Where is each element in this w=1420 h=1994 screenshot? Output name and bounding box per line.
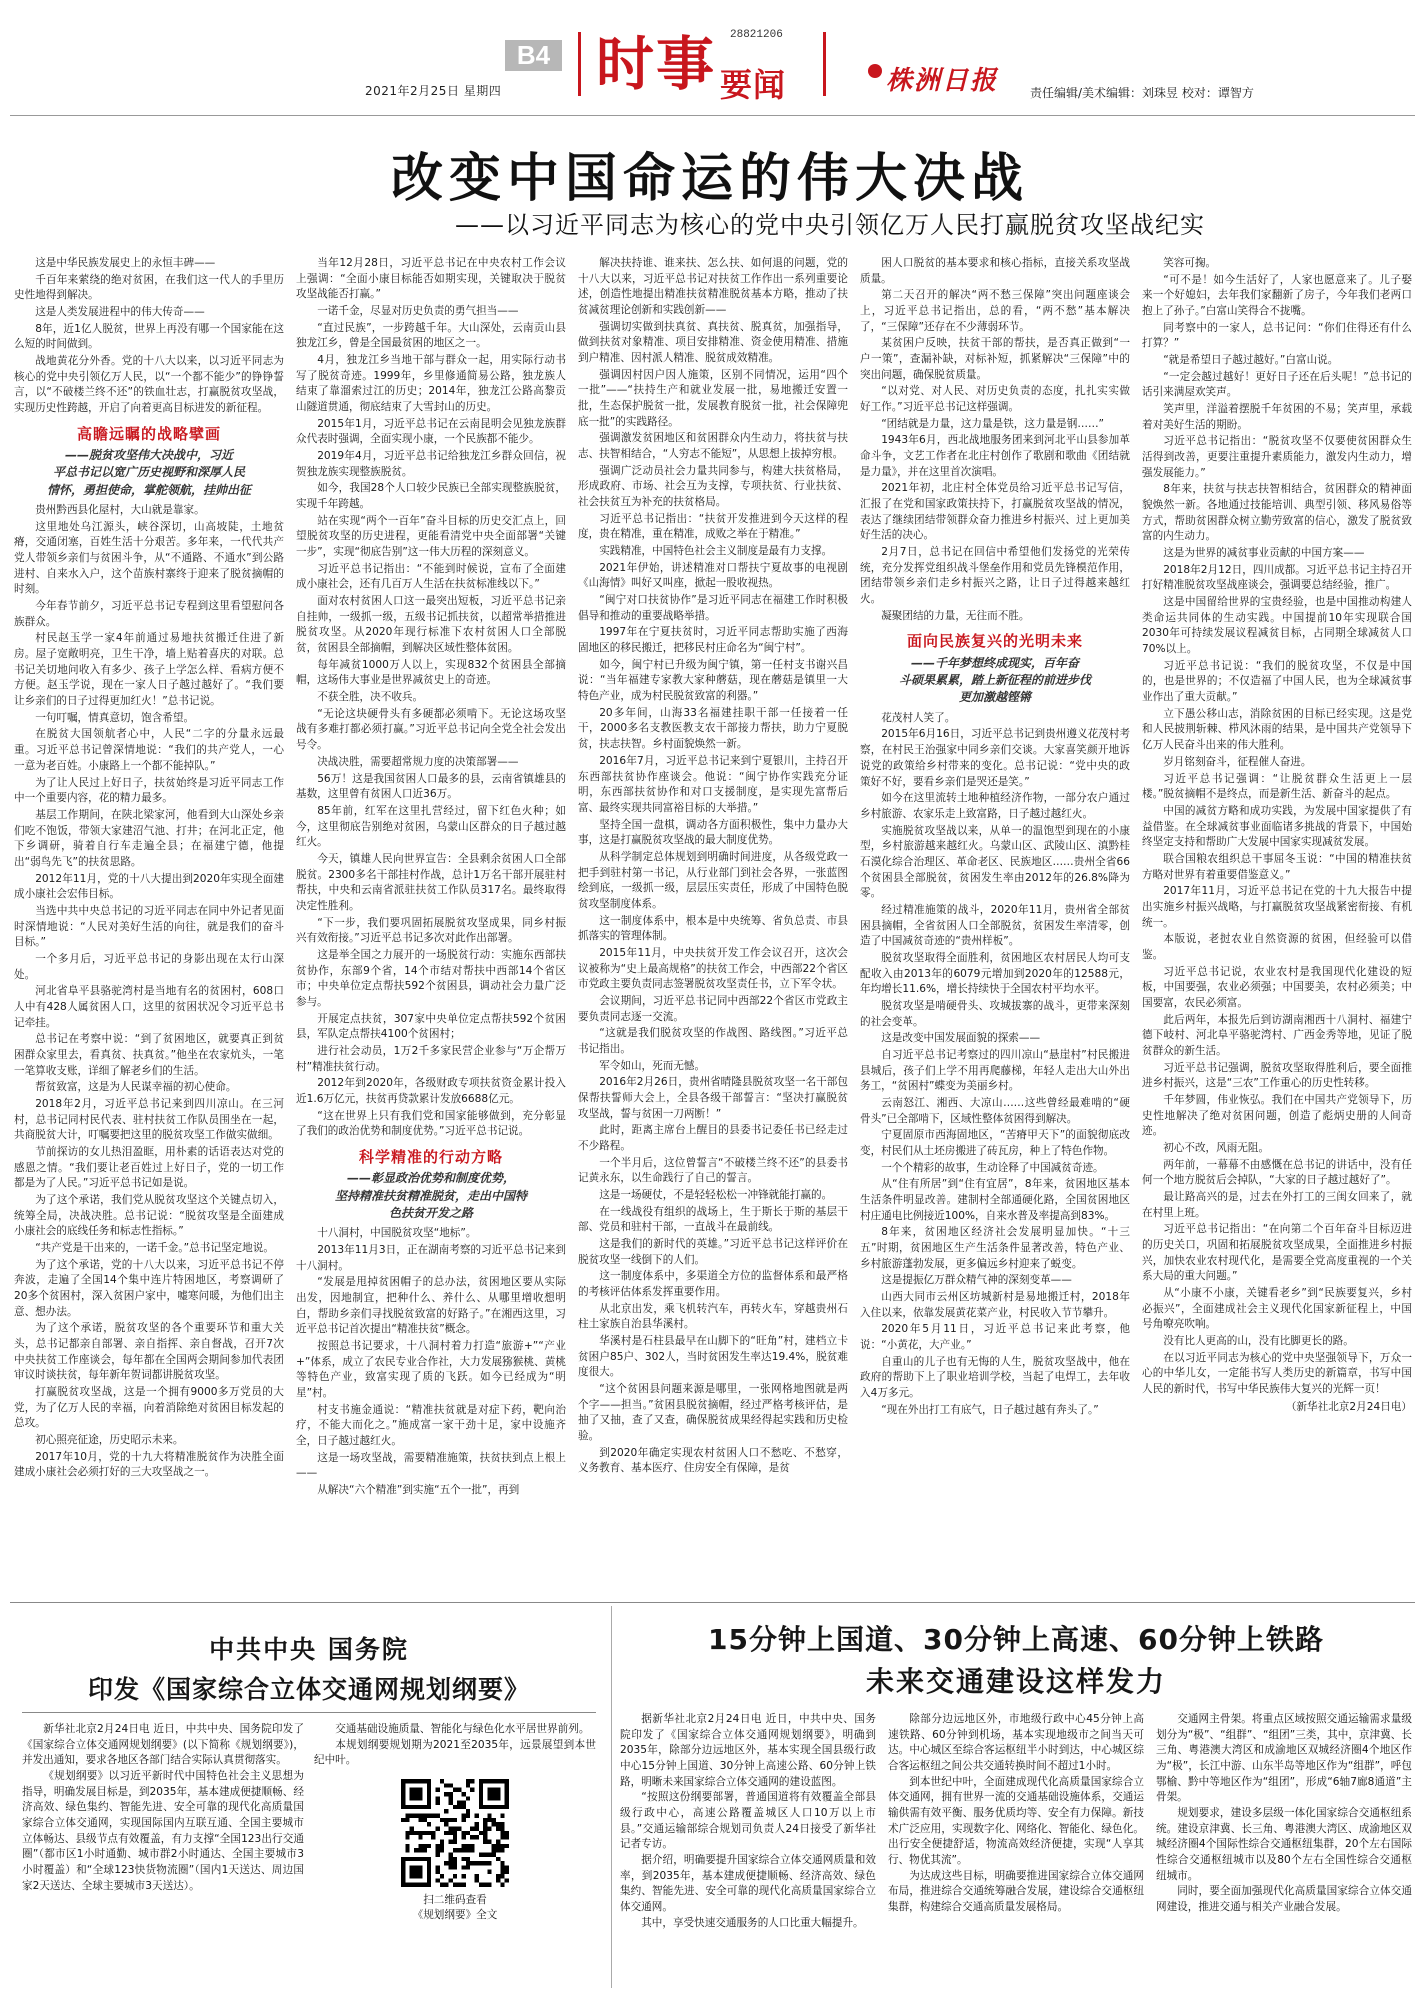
paragraph: 2015年1月，习近平总书记在云南昆明会见独龙族群众代表时强调，全面实现小康，一个民族都不能少。	[296, 417, 566, 446]
paragraph: 据新华社北京2月24日电 近日，中共中央、国务院印发了《国家综合立体交通网规划纲要》，明确到2035年，除部分边远地区外，基本实现全国县级行政中心15分钟上国道、30分钟上高速公路、60分钟上铁路，明晰未来国家综合立体交通网的建设蓝图。	[620, 1713, 876, 1788]
paragraph: 在脱贫大国领航者心中，人民“二字的分量永远最重。习近平总书记曾深情地说：“我们的共产党人，一心一意为老百姓。小康路上一个都不能掉队。”	[14, 728, 284, 772]
paragraph: “共产党是干出来的，一诺千金。”总书记坚定地说。	[35, 1241, 274, 1254]
notice-headline-issuer: 中共中央 国务院	[209, 1635, 409, 1664]
paragraph: 脱贫攻坚是啃硬骨头、攻城拔寨的战斗，更带来深刻的社会变革。	[860, 999, 1130, 1028]
notice-headline-title: 印发《国家综合立体交通网规划纲要》	[87, 1675, 530, 1704]
paragraph: 初心不改，风雨无阻。	[1163, 1141, 1270, 1154]
paragraph: 如今，闽宁村已升级为闽宁镇，第一任村支书谢兴昌说：“当年福建专家教大家种蘑菇，现在蘑菇是镇里一大特色产业，成为村民脱贫致富的利器。”	[578, 658, 848, 703]
paragraph: 20多年间，山海33名福建挂职干部一任接着一任干，2000多名支教医教支农干部接力帮扶，助力宁夏脱贫，扶志扶智。乡村面貌焕然一新。	[578, 706, 848, 751]
paragraph: 解决扶持谁、谁来扶、怎么扶、如何退的问题，党的十八大以来，习近平总书记对扶贫工作作出一系列重要论述，创造性地提出精准扶贫精准脱贫基本方略，推动了扶贫减贫理论创新和实践创新——	[578, 257, 848, 317]
paragraph: 2月7日，总书记在回信中希望他们发扬党的光荣传统，充分发挥党组织战斗堡垒作用和党员先锋模范作用，团结带领乡亲们走乡村振兴之路，让日子过得越来越红火。	[860, 546, 1130, 606]
paragraph: 一个多月后，习近平总书记的身影出现在太行山深处。	[14, 952, 284, 981]
paragraph: 1943年6月，西北战地服务团来到河北平山县参加革命斗争，文艺工作者在北庄村创作了歌剧和歌曲《团结就是力量》，并在这里首次演唱。	[860, 434, 1130, 478]
paragraph: 这是提振亿万群众精气神的深刻变革——	[881, 1274, 1072, 1287]
section-subhead: 高瞻远瞩的战略擘画	[76, 424, 221, 443]
paragraph: 2018年2月，习近平总书记来到四川凉山。在三河村，总书记同村民代表、驻村扶贫工作队员围坐在一起，共商脱贫大计，叮嘱要把这里的脱贫攻坚工作做实做细。	[14, 1097, 284, 1142]
notice-column	[22, 1722, 304, 1980]
paragraph: 最让路高兴的是，过去在外打工的三闺女回来了，就在村里上班。	[1142, 1190, 1412, 1219]
paragraph: 如今，我国28个人口较少民族已全部实现整族脱贫，实现千年跨越。	[296, 482, 566, 511]
paragraph: “一定会越过越好！更好日子还在后头呢！”总书记的话引来满屋欢笑声。	[1142, 370, 1412, 399]
masthead-logo-icon	[868, 64, 882, 78]
paragraph: 2019年4月，习近平总书记给独龙江乡群众回信，祝贺独龙族实现整族脱贫。	[296, 450, 566, 478]
paragraph: 为了这个承诺，脱贫攻坚的各个重要环节和重大关头，总书记都亲自部署、亲自指挥、亲自督战，召开7次中央扶贫工作座谈会，每年都在全国两会期间参加代表团审议时谈扶贫，每年新年贺词都讲脱贫攻坚。	[14, 1322, 284, 1382]
paragraph: “可不是！如今生活好了，人家也愿意来了。儿子娶来一个好媳妇，去年我们家翻新了房子，今年我们老两口抱上了孙子。”白富山笑得合不拢嘴。	[1142, 273, 1412, 318]
section-deck	[860, 655, 1130, 707]
paragraph: 花茂村人笑了。	[881, 711, 956, 724]
paragraph: “这就是我们脱贫攻坚的作战图、路线图。”习近平总书记指出。	[578, 1027, 848, 1055]
paragraph: 千年梦圆，伟业恢弘。我们在中国共产党领导下，历史性地解决了绝对贫困问题，创造了彪炳史册的人间奇迹。	[1142, 1093, 1412, 1138]
paragraph: 基层工作期间，在陕北梁家河，他看到大山深处乡亲们吃不饱饭，带领大家建沼气池、打井；在河北正定，他下乡调研，骑着自行车走遍全县；在福建宁德，他提出“弱鸟先飞”的扶贫思路。	[14, 808, 284, 868]
paragraph: 这是中华民族发展史上的永恒丰碑——	[35, 257, 216, 269]
story-column	[860, 256, 1130, 1596]
story-column	[1142, 256, 1412, 1596]
transport-story	[620, 1612, 1412, 1988]
section-logo	[572, 18, 832, 104]
paragraph: “按照这份纲要部署，普通国道将有效覆盖全部县级行政中心，高速公路覆盖城区人口10万以上市县。”交通运输部综合规划司负责人24日接受了新华社记者专访。	[620, 1791, 876, 1851]
story-column	[578, 256, 848, 1596]
deck-line: 斗硕果累累，踏上新征程的前进步伐	[898, 673, 1091, 688]
paragraph: 从“小康不小康，关键看老乡”到“民族要复兴，乡村必振兴”，全面建成社会主义现代化国家新征程上，中国号角嘹亮吹响。	[1142, 1287, 1412, 1331]
paragraph: 同时，要全面加强现代化高质量国家综合立体交通网建设，推进交通与相关产业融合发展。	[1156, 1885, 1412, 1914]
paragraph: 同考察中的一家人，总书记问：“你们住得还有什么打算？”	[1142, 321, 1412, 350]
qr-caption-line1: 扫二维码查看	[423, 1893, 487, 1906]
section-bracket-right	[823, 32, 826, 96]
deck-line: 平总书记以宽广历史视野和深厚人民	[52, 465, 245, 480]
paragraph: 这一制度体系中，多渠道全方位的监督体系和最严格的考核评估体系发挥重要作用。	[578, 1270, 848, 1298]
paragraph: 今年春节前夕，习近平总书记专程到这里看望慰问各族群众。	[14, 600, 284, 628]
paragraph: 千百年来萦绕的绝对贫困，在我们这一代人的手里历史性地得到解决。	[14, 273, 284, 302]
transport-headline: 15分钟上国道、30分钟上高速、60分钟上铁路	[708, 1623, 1324, 1656]
paragraph: 到2020年确定实现农村贫困人口不愁吃、不愁穿，义务教育、基本医疗、住房安全有保障，是贫	[578, 1446, 848, 1475]
paragraph: 节前探访的女儿热泪盈眶，用朴素的话语表达对党的感恩之情。“我们要让老百姓过上好日子，党的一切工作都是为了人民。”习近平总书记如是说。	[14, 1145, 284, 1190]
paragraph: 56万！这是我国贫困人口最多的县，云南省镇雄县的基数，这里曾有贫困人口近36万。	[296, 772, 566, 801]
paragraph: 面对农村贫困人口这一最突出短板，习近平总书记亲自挂帅，一级抓一级，五级书记抓扶贫，以超常举措推进脱贫攻坚。从2020年现行标准下农村贫困人口全部脱贫，贫困县全部摘帽，到解决区域性整体贫困。	[296, 595, 566, 655]
paragraph: 从北京出发，乘飞机转汽车，再转火车，穿越贵州石柱土家族自治县华溪村。	[578, 1302, 848, 1331]
paragraph: 2017年10月，党的十九大将精准脱贫作为决胜全面建成小康社会必须打好的三大攻坚战之一。	[14, 1450, 284, 1479]
paragraph: 85年前，红军在这里扎营经过，留下红色火种；如今，这里彻底告别绝对贫困，乌蒙山区群众的日子越过越红火。	[296, 804, 566, 849]
paragraph: 从科学制定总体规划到明确时间进度，从各级党政一把手到驻村第一书记，从行业部门到社会各界，一张蓝图绘到底，一级抓一级，层层压实责任，形成了中国特色脱贫攻坚制度体系。	[578, 850, 848, 910]
paragraph: 习近平总书记说：“我们的脱贫攻坚，不仅是中国的，也是世界的；不仅造福了中国人民，也为全球减贫事业作出了重大贡献。”	[1142, 659, 1412, 704]
paragraph: “下一步，我们要巩固拓展脱贫攻坚成果，同乡村振兴有效衔接。”习近平总书记多次对此作出部署。	[296, 916, 566, 945]
issue-date: 2021年2月25日 星期四	[365, 84, 502, 98]
paragraph: 本规划纲要规划期为2021至2035年，远景展望到本世纪中叶。	[314, 1738, 596, 1767]
paragraph: 2018年2月12日，四川成都。习近平总书记主持召开打好精准脱贫攻坚战座谈会，强调要总结经验，推广。	[1142, 563, 1412, 592]
transport-body	[620, 1712, 1412, 1988]
section-subname: 要闻	[720, 66, 787, 104]
paragraph: 习近平总书记指出：“脱贫攻坚不仅要使贫困群众生活得到改善，更要注重提升素质能力，激发内生动力，增强发展能力。”	[1142, 435, 1412, 479]
paragraph: 帮贫致富，这是为人民谋幸福的初心使命。	[35, 1081, 237, 1094]
paragraph: 《规划纲要》以习近平新时代中国特色社会主义思想为指导，明确发展目标是，到2035年，基本建成便捷顺畅、经济高效、绿色集约、智能先进、安全可靠的现代化高质量国家综合立体交通网，实现国际国内互联互通、全国主要城市立体畅达、县级节点有效覆盖，有力支撑“全国123出行交通圈”（都市区1小时通勤、城市群2小时通达、全国主要城市3小时覆盖）和“全球123快货物流圈”（国内1天送达、周边国家2天送达、全球主要城市3天送达）。	[22, 1770, 304, 1892]
transport-column	[888, 1712, 1144, 1988]
paragraph: 按照总书记要求，十八洞村着力打造“旅游+”“产业+”体系，成立了农民专业合作社，大力发展猕猴桃、黄桃等特色产业，致富实现了质的飞跃。如今已经成为“明星”村。	[296, 1340, 566, 1400]
paragraph: 习近平总书记说，农业农村是我国现代化建设的短板，中国要强，农业必须强；中国要美，农村必须美；中国要富，农民必须富。	[1142, 965, 1412, 1009]
column-divider	[611, 1606, 612, 1988]
paragraph: 8年来，贫困地区经济社会发展明显加快。“十三五”时期，贫困地区生产生活条件显著改善，特色产业、乡村旅游蓬勃发展，更多偏远乡村迎来了蜕变。	[860, 1226, 1130, 1270]
paragraph: 困人口脱贫的基本要求和核心指标，直接关系攻坚战质量。	[860, 257, 1130, 285]
paragraph: 中国的减贫方略和成功实践，为发展中国家提供了有益借鉴。在全球减贫事业面临诸多挑战的背景下，中国始终坚定支持和帮助广大发展中国家实现减贫发展。	[1142, 804, 1412, 849]
paragraph: 这一制度体系中，根本是中央统筹、省负总责、市县抓落实的管理体制。	[578, 914, 848, 943]
story-column	[296, 256, 566, 1596]
main-subheadline: ——以习近平同志为核心的党中央引领亿万人民打赢脱贫攻坚战纪实	[455, 211, 1205, 239]
paragraph: “发展是甩掉贫困帽子的总办法，贫困地区要从实际出发，因地制宜，把种什么、养什么、从哪里增收想明白，帮助乡亲们寻找脱贫致富的好路子。”在湘西这里，习近平总书记首次提出“精准扶贫”概念。	[296, 1276, 566, 1336]
paragraph: 一句叮嘱，情真意切，饱含希望。	[35, 711, 195, 724]
paragraph: 山西大同市云州区坊城新村是易地搬迁村，2018年入住以来，依靠发展黄花菜产业，村民收入节节攀升。	[860, 1291, 1130, 1319]
paragraph: 为了这个承诺，党的十八大以来，习近平总书记不停奔波，走遍了全国14个集中连片特困地区，考察调研了20多个贫困村，深入贫困户家中，嘘寒问暖，为他们出主意、想办法。	[14, 1258, 284, 1318]
paragraph: 这是一场硬仗，不是轻轻松松一冲锋就能打赢的。	[599, 1188, 833, 1201]
paragraph: 1997年在宁夏扶贫时，习近平同志帮助实施了西海固地区的移民搬迁，把移民村庄命名为“闽宁村”。	[578, 626, 848, 655]
paragraph: “闽宁对口扶贫协作”是习近平同志在福建工作时积极倡导和推动的重要战略举措。	[578, 594, 848, 622]
paragraph: 这是人类发展进程中的伟大传奇——	[35, 306, 205, 319]
paragraph: 华溪村是石柱县最早在山脚下的“旺角”村，建档立卡贫困户85户、302人，当时贫困发生率达19.4%，脱贫难度很大。	[578, 1335, 848, 1379]
qr-code-icon[interactable]	[401, 1779, 509, 1887]
notice-divider	[22, 1712, 596, 1713]
paragraph: “以对党、对人民、对历史负责的态度，扎扎实实做好工作。”习近平总书记这样强调。	[860, 385, 1130, 414]
paragraph: 笑容可掬。	[1163, 257, 1217, 269]
section-subhead: 科学精准的行动方略	[358, 1147, 503, 1166]
paragraph: 每年减贫1000万人以上，实现832个贫困县全部摘帽，这场伟大事业是世界减贫史上的奇迹。	[296, 658, 566, 687]
paragraph: 进行社会动员，1万2千多家民营企业参与“万企帮万村”精准扶贫行动。	[296, 1044, 566, 1073]
paragraph: 宁夏固原市西海固地区，“苦瘠甲天下”的面貌彻底改变，村民们从土坯房搬进了砖瓦房，种上了特色作物。	[860, 1129, 1130, 1157]
paragraph: “这在世界上只有我们党和国家能够做到，充分彰显了我们的政治优势和制度优势。”习近平总书记说。	[296, 1109, 566, 1138]
paragraph: 在一线战役有组织的战场上，生于斯长于斯的基层干部、党员和驻村干部，一直战斗在最前线。	[578, 1205, 848, 1234]
paragraph: 自重山的儿子也有无悔的人生，脱贫攻坚战中，他在政府的帮助下上了职业培训学校，当起了电焊工，去年收入4万多元。	[860, 1355, 1130, 1400]
transport-column	[1156, 1712, 1412, 1988]
paragraph: 从解决“六个精准”到实施“五个一批”，再到	[317, 1484, 520, 1497]
section-bracket-left	[578, 32, 581, 96]
paragraph: 2015年6月16日，习近平总书记到贵州遵义花茂村考察，在村民王治强家中同乡亲们交谈。大家喜笑颜开地诉说党的政策给乡村带来的变化。总书记说：“党中央的政策好不好，要看乡亲们是哭还是笑。”	[860, 728, 1130, 788]
dateline-credit: （新华社北京2月24日电）	[1285, 1400, 1412, 1413]
paragraph: 习近平总书记指出：“扶贫开发推进到今天这样的程度，贵在精准，重在精准，成败之举在于精准。”	[578, 512, 848, 541]
paragraph: 这是一场攻坚战，需要精准施策，扶贫扶到点上根上——	[296, 1451, 566, 1480]
paragraph: 没有比人更高的山，没有比脚更长的路。	[1163, 1335, 1354, 1348]
paragraph: 规划要求，建设多层级一体化国家综合交通枢纽系统。建设京津冀、长三角、粤港澳大湾区、成渝地区双城经济圈4个国际性综合交通枢纽集群，20个左右国际性综合交通枢纽城市以及80个左右全国性综合交通枢纽城市。	[1156, 1807, 1412, 1882]
paragraph: 强调切实做到扶真贫、真扶贫、脱真贫，加强指导，做到扶贫对象精准、项目安排精准、资金使用精准、措施到户精准、因村派人精准、脱贫成效精准。	[578, 320, 848, 365]
paragraph: 新华社北京2月24日电 近日，中共中央、国务院印发了《国家综合立体交通网规划纲要》(以下简称《规划纲要》)，并发出通知，要求各地区各部门结合实际认真贯彻落实。	[22, 1723, 304, 1767]
paragraph: 初心照亮征途，历史昭示未来。	[35, 1434, 184, 1447]
qr-block	[314, 1779, 596, 1923]
paragraph: 2017年11月，习近平总书记在党的十九大报告中提出实施乡村振兴战略，与打赢脱贫攻坚战紧密衔接、有机统一。	[1142, 885, 1412, 929]
header-divider	[10, 115, 1415, 116]
notice-headline	[22, 1630, 596, 1710]
paragraph: 这是为世界的减贫事业贡献的中国方案——	[1163, 547, 1365, 560]
deck-line: 色扶贫开发之路	[388, 1205, 473, 1220]
paragraph: 总书记在考察中说：“到了贫困地区，就要真正到贫困群众家里去，看真贫、扶真贫。”他坐在农家炕头，一笔一笔算收支账，详细了解老乡们的生活。	[14, 1033, 284, 1077]
paragraph: 一个个精彩的故事，生动诠释了中国减贫奇迹。	[881, 1161, 1104, 1174]
paragraph: 2013年11月3日，正在湖南考察的习近平总书记来到十八洞村。	[296, 1243, 566, 1272]
paragraph: 强调广泛动员社会力量共同参与，构建大扶贫格局，形成政府、市场、社会互为支撑，专项扶贫、行业扶贫、社会扶贫互为补充的扶贫格局。	[578, 464, 848, 509]
paragraph: 会议期间，习近平总书记同中西部22个省区市党政主要负责同志逐一交流。	[578, 994, 848, 1023]
paragraph: 当年12月28日，习近平总书记在中央农村工作会议上强调：“全面小康目标能否如期实现，关键取决于脱贫攻坚战能否打赢。”	[296, 257, 566, 301]
paragraph: 本版说，老挝农业自然资源的贫困，但经验可以借鉴。	[1142, 933, 1412, 961]
paragraph: 这里地处乌江源头，峡谷深切，山高坡陡，土地贫瘠，交通闭塞，百姓生活十分艰苦。多年来，一代代共产党人带领乡亲们与贫困斗争，从“不通路、不通水”到公路进村、自来水入户，这个苗族村寨终于迎来了脱贫摘帽的时刻。	[14, 520, 284, 596]
paragraph: 据介绍，明确要提升国家综合立体交通网质量和效率，到2035年，基本建成便捷顺畅、经济高效、绿色集约、智能先进、安全可靠的现代化高质量国家综合立体交通网。	[620, 1854, 876, 1914]
paragraph: 习近平总书记强调：“让脱贫群众生活更上一层楼。”脱贫摘帽不是终点，而是新生活、新奋斗的起点。	[1142, 772, 1412, 801]
paragraph: 从“住有所居”到“住有宜居”，8年来，贫困地区基本生活条件明显改善。建制村全部通硬化路，全国贫困地区村庄通电比例接近100%，自来水普及率提高到83%。	[860, 1178, 1130, 1222]
paragraph: 某贫困户反映，扶贫干部的帮扶，是否真正做到“一户一策”，查漏补缺，对标补短，抓紧解决“三保障”中的突出问题，确保脱贫质量。	[860, 337, 1130, 381]
paragraph: 这是举全国之力展开的一场脱贫行动：实施东西部扶贫协作，东部9个省，14个市结对帮扶中西部14个省区市；中央单位定点帮扶592个贫困县，调动社会力量广泛参与。	[296, 948, 566, 1008]
paragraph: 十八洞村，中国脱贫攻坚“地标”。	[317, 1227, 477, 1240]
newspaper-masthead	[868, 60, 1018, 96]
paragraph: 联合国粮农组织总干事屈冬玉说：“中国的精准扶贫方略对世界有着重要借鉴意义。”	[1142, 852, 1412, 881]
editor-credits: 责任编辑/美术编辑：刘珠昱 校对：谭智方	[1030, 86, 1254, 100]
paragraph: 为达成这些目标，明确要推进国家综合立体交通网布局，推进综合交通统筹融合发展，建设综合交通枢纽集群，构建综合交通高质量发展格局。	[888, 1869, 1144, 1914]
paragraph: 除部分边远地区外，市地级行政中心45分钟上高速铁路、60分钟到机场，基本实现地级市之间当天可达。中心城区至综合客运枢纽半小时到达，中心城区综合客运枢纽之间公共交通转换时间不超过1小时。	[888, 1713, 1144, 1773]
paragraph: 一个半月后，这位曾誓言“不破楼兰终不还”的县委书记黄永东，以生命践行了自己的誓言。	[578, 1156, 848, 1185]
paragraph: 这是我们的新时代的英雄。”习近平总书记这样评价在脱贫攻坚一线倒下的人们。	[578, 1237, 848, 1266]
paragraph: 习近平总书记指出：“在向第二个百年奋斗目标迈进的历史关口，巩固和拓展脱贫攻坚成果，全面推进乡村振兴，加快农业农村现代化，是需要全党高度重视的一个关系大局的重大问题。”	[1142, 1223, 1412, 1283]
deck-line: ——千年梦想终成现实，百年奋	[910, 655, 1079, 670]
paragraph: 岁月铭刻奋斗，征程催人奋进。	[1163, 755, 1312, 768]
paragraph: “团结就是力量，这力量是铁，这力量是钢……”	[881, 417, 1105, 430]
paragraph: 实施脱贫攻坚战以来，从单一的温饱型到现在的小康型，乡村旅游越来越红火。乌蒙山区、武陵山区、滇黔桂石漠化综合治理区、革命老区、民族地区……贵州全省66个贫困县全部脱贫，贫困发生率由2012年的26.8%降为零。	[860, 824, 1130, 900]
paragraph: 如今在这里流转土地种植经济作物，一部分农户通过乡村旅游、农家乐走上致富路，日子越过越红火。	[860, 792, 1130, 820]
section-name: 时事	[596, 30, 717, 98]
page-header	[0, 0, 1420, 118]
paragraph: 一诺千金，尽显对历史负责的勇气担当——	[317, 305, 519, 318]
paragraph: “就是希望日子越过越好。”白富山说。	[1163, 354, 1339, 367]
notice-body	[22, 1722, 596, 1980]
paragraph: 2012年11月，党的十八大提出到2020年实现全面建成小康社会宏伟目标。	[14, 872, 284, 901]
paragraph: 此时，距离主席台上醒目的县委书记委任书已经走过不少路程。	[578, 1124, 848, 1152]
paragraph: 开展定点扶贫，307家中央单位定点帮扶592个贫困县，军队定点帮扶4100个贫困村；	[296, 1012, 566, 1041]
paragraph: 实践精准，中国特色社会主义制度是最有力支撑。	[599, 545, 833, 558]
paragraph: 村民赵玉学一家4年前通过易地扶贫搬迁住进了新房。屋子宽敞明亮，卫生干净，墙上贴着喜庆的对联。总书记关切地问收入有多少、孩子上学怎么样、看病方便不方便。赵玉学说，现在一家人日子越过越好了。“我们要让乡亲们的日子过得更加红火！”总书记说。	[14, 632, 284, 708]
paragraph: 8年来，扶贫与扶志扶智相结合，贫困群众的精神面貌焕然一新。各地通过技能培训、典型引领、移风易俗等方式，帮助贫困群众树立勤劳致富的信心，激发了脱贫致富的内生动力。	[1142, 483, 1412, 543]
transport-column	[620, 1712, 876, 1988]
section-hotline: 28821206	[730, 29, 783, 41]
paragraph: 站在实现“两个一百年”奋斗目标的历史交汇点上，回望脱贫攻坚的历史进程，更能看清党中央全面部署“关键一步”，实现“彻底告别”这一伟大历程的深刻意义。	[296, 514, 566, 559]
paragraph: 贵州黔西县化屋村，大山就是靠家。	[35, 504, 205, 517]
story-divider	[10, 1602, 1415, 1603]
paragraph: 2015年11月，中央扶贫开发工作会议召开，这次会议被称为“史上最高规格”的扶贫工作会，中西部22个省区市党政主要负责同志签署脱贫攻坚责任书，立下军令状。	[578, 946, 848, 991]
main-headline: 改变中国命运的伟大决战	[390, 149, 1029, 209]
paragraph: 2021年初，北庄村全体党员给习近平总书记写信，汇报了在党和国家政策扶持下，打赢脱贫攻坚战的情况，表达了继续团结带领群众奋力推进乡村振兴、过上更加美好生活的决心。	[860, 482, 1130, 542]
paragraph: 其中，享受快速交通服务的人口比重大幅提升。	[641, 1916, 864, 1929]
deck-line: 坚持精准扶贫精准脱贫，走出中国特	[334, 1188, 527, 1203]
paragraph: 为了这个承诺，我们党从脱贫攻坚这个关键点切入，统筹全局，决战决胜。总书记说：“脱贫攻坚是全面建成小康社会的底线任务和标志性指标。”	[14, 1193, 284, 1238]
paragraph: 河北省阜平县骆驼湾村是当地有名的贫困村，608口人中有428人属贫困人口，这里的贫困状况令习近平总书记牵挂。	[14, 985, 284, 1029]
paragraph: 脱贫攻坚取得全面胜利，贫困地区农村居民人均可支配收入由2013年的6079元增加到2020年的12588元，年均增长11.6%，增长持续快于全国农村平均水平。	[860, 951, 1130, 996]
section-deck	[14, 447, 284, 499]
paragraph: 今天，镇雄人民向世界宣告：全县剩余贫困人口全部脱贫。2300多名干部挂村作战，总计1万名干部开展驻村帮扶，中央和云南省派驻扶贫工作队员317名。最终取得决定性胜利。	[296, 852, 566, 912]
deck-line: 更加激越铿锵	[958, 690, 1031, 705]
deck-line: ——彰显政治优势和制度优势，	[346, 1171, 515, 1186]
qr-caption-line2: 《规划纲要》全文	[412, 1909, 498, 1922]
paragraph: 到本世纪中叶，全面建成现代化高质量国家综合立体交通网，拥有世界一流的交通基础设施体系，交通运输供需有效平衡、服务优质均等、安全有力保障。新技术广泛应用，实现数字化、网络化、智能化、绿色化。出行安全便捷舒适，物流高效经济便捷，实现“人享其行、物优其流”。	[888, 1775, 1144, 1867]
paragraph: 交通网主骨架。将重点区域按照交通运输需求量级划分为“极”、“组群”、“组团”三类，其中，京津冀、长三角、粤港澳大湾区和成渝地区双城经济圈4个地区作为“极”，长江中游、山东半岛等地区作为“组群”，呼包鄂榆、黔中等地区作为“组团”，形成“6轴7廊8通道”主骨架。	[1156, 1713, 1412, 1804]
paragraph: 不获全胜，决不收兵。	[317, 691, 424, 704]
paragraph: 云南怒江、湘西、大凉山……这些曾经最难啃的“硬骨头”已全部啃下，区域性整体贫困得到解决。	[860, 1096, 1130, 1125]
paragraph: 经过精准施策的战斗，2020年11月，贵州省全部贫困县摘帽，全省贫困人口全部脱贫，贫困发生率清零，创造了中国减贫奇迹的“贵州样板”。	[860, 903, 1130, 948]
masthead-name: 株洲日报	[886, 66, 999, 96]
section-subhead: 面向民族复兴的光明未来	[906, 632, 1083, 651]
paragraph: 2020年5月11日，习近平总书记来此考察，他说：“小黄花，大产业。”	[860, 1323, 1130, 1352]
paragraph: “现在外出打工有底气，日子越过越有奔头了。”	[881, 1403, 1099, 1416]
paragraph: 强调因村因户因人施策，区别不同情况，运用“四个一批”——“扶持生产和就业发展一批，易地搬迁安置一批，生态保护脱贫一批，发展教育脱贫一批，社会保障兜底一批”的实践路径。	[578, 368, 848, 428]
paragraph: 2016年2月26日，贵州省晴隆县脱贫攻坚一名干部包保帮扶誓师大会上，全县各级干部誓言：“坚决打赢脱贫攻坚战，誓与贫困一刀两断！”	[578, 1076, 848, 1120]
paragraph: 此后两年，本报先后到访湖南湘西十八洞村、福建宁德下岐村、河北阜平骆驼湾村、广西金秀等地，见证了脱贫群众的新生活。	[1142, 1013, 1412, 1057]
paragraph: 这是改变中国发展面貌的探索——	[881, 1032, 1041, 1045]
paragraph: 习近平总书记指出：“不能到时候说，宣布了全面建成小康社会，还有几百万人生活在扶贫标准线以下。”	[296, 562, 566, 591]
paragraph: 2012年到2020年，各级财政专项扶贫资金累计投入近1.6万亿元，扶贫再贷款累计发放6688亿元。	[296, 1077, 566, 1105]
paragraph: 为了让人民过上好日子，扶贫始终是习近平同志工作中一个重要内容，花的精力最多。	[14, 776, 284, 805]
transport-subheadline: 未来交通建设这样发力	[865, 1665, 1166, 1698]
paragraph: 交通基础设施质量、智能化与绿色化水平居世界前列。	[335, 1723, 590, 1735]
paragraph: 战地黄花分外香。党的十八大以来，以习近平同志为核心的党中央引领亿万人民，以“一个都不能少”的铮铮誓言，以“不破楼兰终不还”的铁血壮志，打赢脱贫攻坚战，实现历史性跨越，开启了向着更高目标进发的新征程。	[14, 355, 284, 415]
paragraph: 4月，独龙江乡当地干部与群众一起，用实际行动书写了脱贫奇迹。1999年，乡里修通简易公路，独龙族人结束了靠溜索过江的历史；2014年，独龙江公路高黎贡山隧道贯通，彻底结束了大雪封山的历史。	[296, 354, 566, 414]
paragraph: 两年前，一幕幕不由感慨在总书记的讲话中，没有任何一个地方脱贫后会掉队，“大家的日子越过越好了”。	[1142, 1158, 1412, 1187]
paragraph: 坚持全国一盘棋，调动各方面积极性，集中力量办大事，这是打赢脱贫攻坚战的最大制度优势。	[578, 818, 848, 847]
paragraph: “这个贫困县问题来源是哪里，一张网格地图就是两个字——担当。”贫困县脱贫摘帽，经过严格考核评估，是抽了又抽，查了又查，确保脱贫成果经得起实践和历史检验。	[578, 1383, 848, 1443]
section-deck	[296, 1170, 566, 1222]
deck-line: 情怀，勇担使命，掌舵领航，挂帅出征	[46, 482, 251, 497]
paragraph: 笑声里，洋溢着摆脱千年贫困的不易；笑声里，承载着对美好生活的期盼。	[1142, 403, 1412, 431]
paragraph: 当选中共中央总书记的习近平同志在同中外记者见面时深情地说：“人民对美好生活的向往，就是我们的奋斗目标。”	[14, 904, 284, 949]
paragraph: 强调激发贫困地区和贫困群众内生动力，将扶贫与扶志、扶智相结合，“人穷志不能短”，从思想上拔掉穷根。	[578, 432, 848, 461]
paragraph: 打赢脱贫攻坚战，这是一个拥有9000多万党员的大党，为了亿万人民的幸福，向着消除绝对贫困目标发起的总攻。	[14, 1386, 284, 1430]
paragraph: 自习近平总书记考察过的四川凉山“悬崖村”村民搬进县城后，孩子们上学不用再爬藤梯，年轻人走出大山外出务工，“贫困村”蝶变为美丽乡村。	[860, 1048, 1130, 1093]
paragraph: 2016年7月，习近平总书记来到宁夏银川，主持召开东西部扶贫协作座谈会。他说：“闽宁协作实践充分证明，东西部扶贫协作和对口支援制度，是实现先富帮后富、最终实现共同富裕目标的大举措。”	[578, 754, 848, 814]
story-column	[14, 256, 284, 1596]
paragraph: 习近平总书记强调，脱贫攻坚取得胜利后，要全面推进乡村振兴，这是“三农”工作重心的历史性转移。	[1142, 1061, 1412, 1090]
paragraph: 第二天召开的解决“两不愁三保障”突出问题座谈会上，习近平总书记指出，总的看，“两不愁”基本解决了，“三保障”还存在不少薄弱环节。	[860, 289, 1130, 333]
paragraph: 这是中国留给世界的宝贵经验，也是中国推动构建人类命运共同体的生动实践。中国提前10年实现联合国2030年可持续发展议程减贫目标，占同期全球减贫人口70%以上。	[1142, 596, 1412, 656]
policy-notice	[14, 1610, 604, 1986]
paragraph: 凝聚团结的力量，无往而不胜。	[881, 609, 1030, 622]
paragraph: 8年，近1亿人脱贫，世界上再没有哪一个国家能在这么短的时间做到。	[14, 322, 284, 351]
main-story-body	[14, 256, 1412, 1596]
paragraph: 军令如山，死而无憾。	[599, 1059, 706, 1072]
paragraph: 在以习近平同志为核心的党中央坚强领导下，万众一心的中华儿女，一定能书写人类历史的新篇章，书写中国人民的新时代，书写中华民族伟大复兴的光辉一页！	[1142, 1351, 1412, 1396]
deck-line: ——脱贫攻坚伟大决战中，习近	[64, 447, 233, 462]
notice-column	[314, 1722, 596, 1980]
paragraph: 立下愚公移山志，消除贫困的目标已经实现。这是党和人民披荆斩棘、栉风沐雨的结果，是中国共产党领导下亿万人民奋斗出来的伟大胜利。	[1142, 707, 1412, 752]
paragraph: 决战决胜，需要超常规力度的决策部署——	[317, 755, 519, 768]
paragraph: 2021年伊始，讲述精准对口帮扶宁夏故事的电视剧《山海情》叫好又叫座，掀起一股收视热。	[578, 561, 848, 590]
paragraph: “无论这块硬骨头有多硬都必须啃下。无论这场攻坚战有多难打都必须打赢。”习近平总书记向全党全社会发出号令。	[296, 707, 566, 752]
paragraph: “直过民族”，一步跨越千年。大山深处，云南贡山县独龙江乡，曾是全国最贫困的地区之一。	[296, 321, 566, 350]
paragraph: 村支书施金通说：“精准扶贫就是对症下药，靶向治疗，不能大而化之。”施成富一家干劲十足，家中设施齐全，日子越过越红火。	[296, 1403, 566, 1448]
page-number-badge: B4	[505, 40, 562, 71]
